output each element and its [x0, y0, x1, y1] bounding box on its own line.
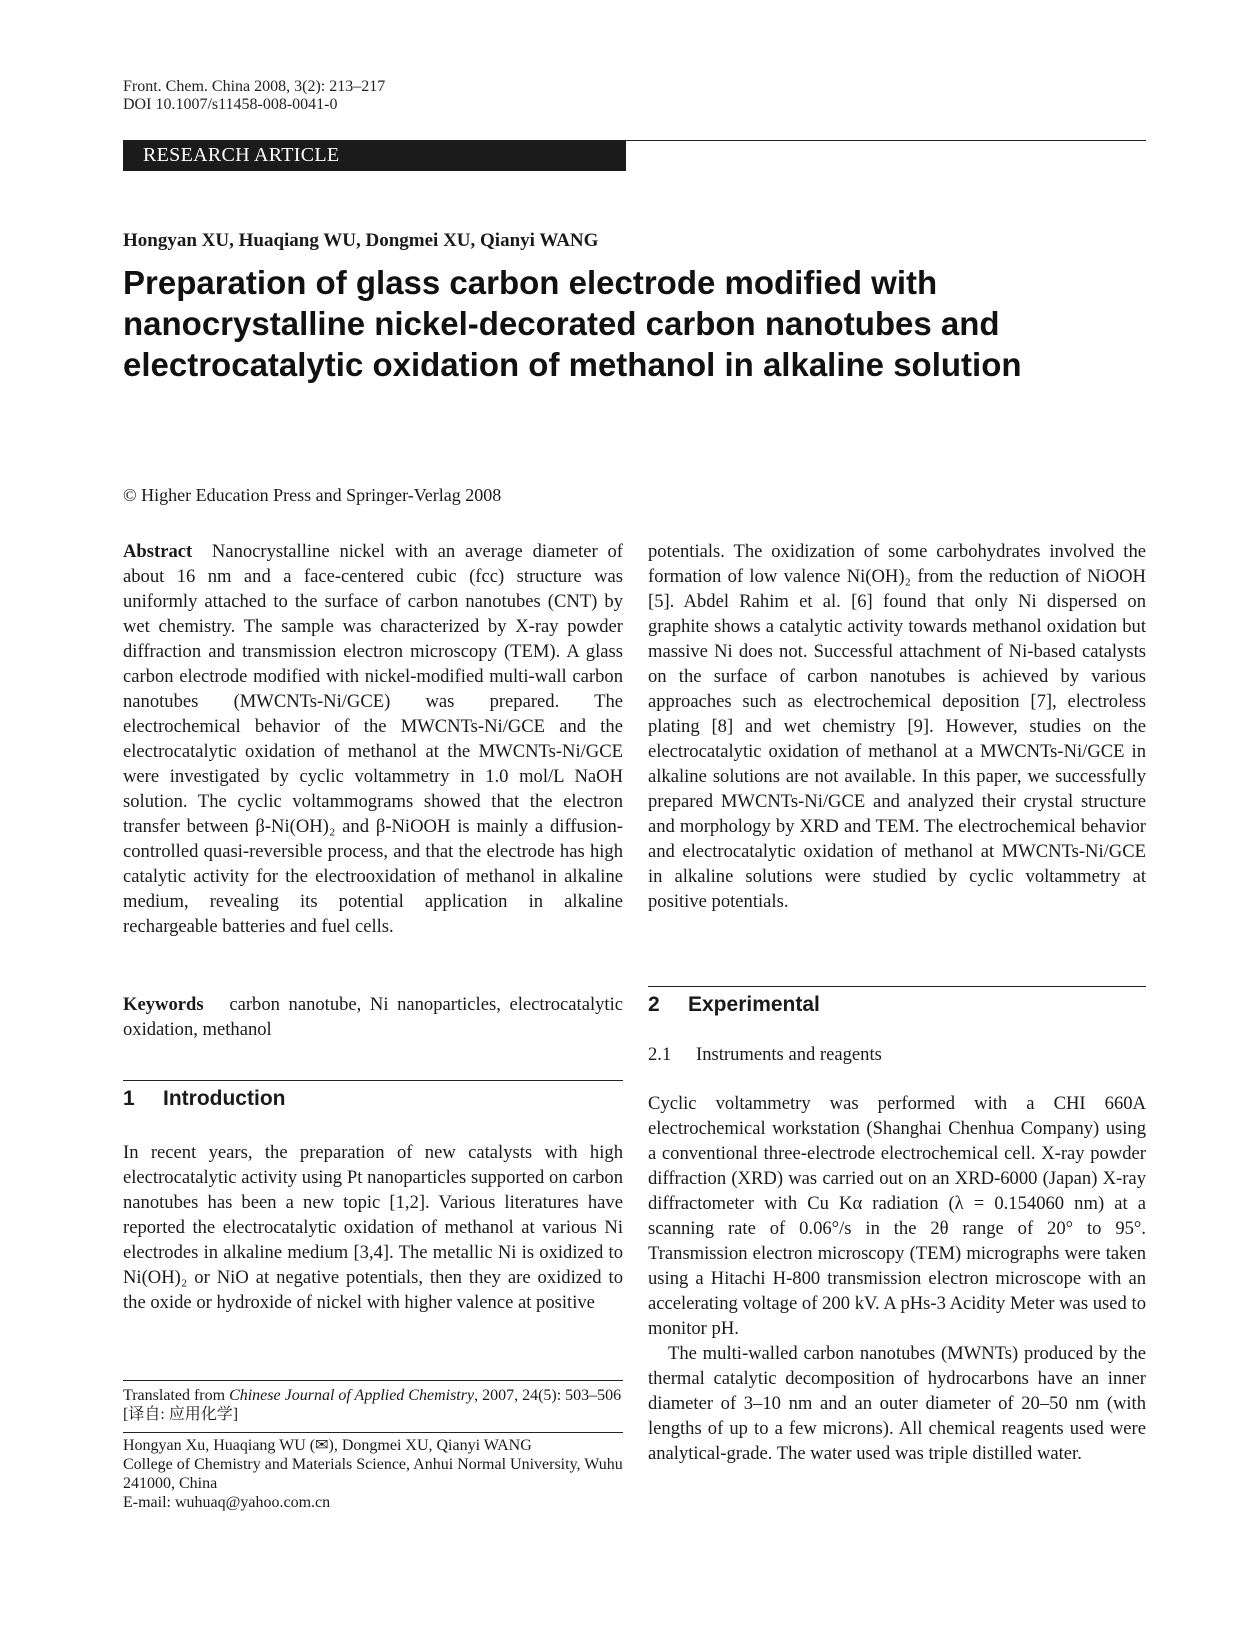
- translation-suffix: , 2007, 24(5): 503–506 [译自: 应用化学]: [123, 1387, 622, 1423]
- affiliation: College of Chemistry and Materials Science, Anhui Normal University, Wuhu 241000, China: [123, 1456, 623, 1492]
- article-type-banner: RESEARCH ARTICLE: [123, 140, 626, 171]
- section-heading-introduction: [123, 1087, 285, 1111]
- title-line: electrocatalytic oxidation of methanol in alkaline solution: [123, 346, 1022, 383]
- section-rule: [648, 986, 1146, 987]
- copyright-notice: © Higher Education Press and Springer-Verlag 2008: [123, 485, 502, 505]
- author-affiliation: [123, 1436, 623, 1512]
- header-rule: [625, 140, 1146, 141]
- translation-journal: Chinese Journal of Applied Chemistry: [229, 1387, 475, 1404]
- abstract-text: Nanocrystalline nickel with an average diameter of about 16 nm and a face-centered cubic (fcc) structure was uniformly attached to the surface of carbon nanotubes (CNT) by wet chemistry. The sample was characterized by X-ray powder diffraction and transmission electron microscopy (TEM). A glass carbon electrode modified with nickel-modified multi-wall carbon nanotubes (MWCNTs-Ni/GCE) was prepared. The electrochemical behavior of the MWCNTs-Ni/GCE and the electrocatalytic oxidation of methanol at the MWCNTs-Ni/GCE were investigated by cyclic voltammetry in 1.0 mol/L NaOH solution. The cyclic voltammograms showed that the electron transfer between β-Ni(OH)₂ and β-NiOOH is mainly a diffusion-controlled quasi-reversible process, and that the electrode has high catalytic activity for the electrooxidation of methanol in alkaline medium, revealing its potential application in alkaline rechargeable batteries and fuel cells.: [123, 541, 624, 937]
- subsection-heading: [648, 1044, 882, 1066]
- section-number: 2: [648, 993, 660, 1016]
- paragraph: The multi-walled carbon nanotubes (MWNTs) produced by the thermal catalytic decomposition of hydrocarbons have an inner diameter of 3–10 nm and an outer diameter of 20–50 nm (with lengths of up to a few microns). All chemical reagents used were analytical-grade. The water used was triple distilled water.: [648, 1343, 1146, 1464]
- email: E-mail: wuhuaq@yahoo.com.cn: [123, 1494, 331, 1511]
- paragraph: Cyclic voltammetry was performed with a CHI 660A electrochemical workstation (Shanghai Chenhua Company) using a conventional three-electrode electrochemical cell. X-ray powder diffraction (XRD) was carried out on an XRD-6000 (Japan) X-ray diffractometer with Cu Kα radiation (λ = 0.154060 nm) at a scanning rate of 0.06°/s in the 2θ range of 20° to 95°. Transmission electron microscopy (TEM) micrographs were taken using a Hitachi H-800 transmission electron microscope with an accelerating voltage of 200 kV. A pHs-3 Acidity Meter was used to monitor pH.: [648, 1093, 1146, 1339]
- author-list: Hongyan XU, Huaqiang WU, Dongmei XU, Qianyi WANG: [123, 230, 599, 251]
- keywords: [123, 992, 623, 1042]
- introduction-text-right: [648, 539, 1146, 914]
- subsection-number: 2.1: [648, 1044, 672, 1065]
- title-line: nanocrystalline nickel-decorated carbon nanotubes and: [123, 305, 1000, 342]
- section-title: Experimental: [688, 993, 820, 1016]
- journal-header: [123, 78, 385, 114]
- keywords-text: carbon nanotube, Ni nanoparticles, electrocatalytic oxidation, methanol: [123, 994, 623, 1040]
- footnote-rule: [123, 1432, 623, 1433]
- translation-prefix: Translated from: [123, 1387, 230, 1404]
- abstract: [123, 539, 623, 939]
- section-rule: [123, 1080, 623, 1081]
- keywords-label: Keywords: [123, 994, 204, 1015]
- journal-citation: Front. Chem. China 2008, 3(2): 213–217: [123, 78, 386, 95]
- paragraph: potentials. The oxidization of some carbohydrates involved the formation of low valence Ni(OH)₂ from the reduction of NiOOH [5]. Abdel Rahim et al. [6] found that only Ni dispersed on graphite shows a catalytic activity towards methanol oxidation but massive Ni does not. Successful attachment of Ni-based catalysts on the surface of carbon nanotubes is achieved by various approaches such as electrochemical deposition [7], electroless plating [8] and wet chemistry [9]. However, studies on the electrocatalytic oxidation of methanol at a MWCNTs-Ni/GCE in alkaline solutions are not available. In this paper, we successfully prepared MWCNTs-Ni/GCE and analyzed their crystal structure and morphology by XRD and TEM. The electrochemical behavior and electrocatalytic oxidation of methanol at MWCNTs-Ni/GCE in alkaline solutions were studied by cyclic voltammetry at positive potentials.: [648, 541, 1146, 912]
- section-number: 1: [123, 1087, 135, 1110]
- title-line: Preparation of glass carbon electrode modified with: [123, 264, 938, 301]
- translation-note: [123, 1386, 623, 1424]
- experimental-text: [648, 1091, 1146, 1466]
- footnote-rule: [123, 1380, 623, 1381]
- subsection-title: Instruments and reagents: [696, 1044, 882, 1065]
- introduction-text-left: [123, 1140, 623, 1315]
- abstract-label: Abstract: [123, 541, 193, 562]
- doi: DOI 10.1007/s11458-008-0041-0: [123, 96, 338, 113]
- corresponding-authors: Hongyan Xu, Huaqiang WU (✉), Dongmei XU, Qianyi WANG: [123, 1437, 532, 1454]
- section-title: Introduction: [163, 1087, 286, 1110]
- section-heading-experimental: [648, 993, 820, 1017]
- paragraph: In recent years, the preparation of new catalysts with high electrocatalytic activity using Pt nanoparticles supported on carbon nanotubes has been a new topic [1,2]. Various literatures have reported the electrocatalytic oxidation of methanol at various Ni electrodes in alkaline medium [3,4]. The metallic Ni is oxidized to Ni(OH)₂ or NiO at negative potentials, then they are oxidized to the oxide or hydroxide of nickel with higher valence at positive: [123, 1142, 623, 1313]
- paper-title: [123, 262, 1143, 385]
